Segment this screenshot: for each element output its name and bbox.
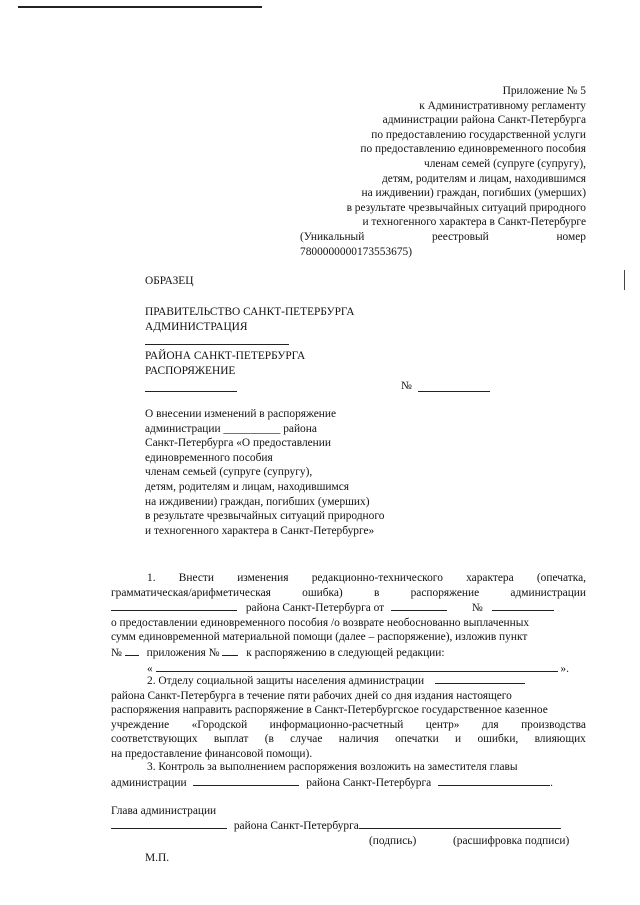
- para2-line5: [111, 732, 586, 747]
- subject-line: О внесении изменений в распоряжение: [145, 408, 337, 420]
- para1-line5: сумм единовременной материальной помощи (далее – распоряжение), изложив пункт: [111, 631, 528, 644]
- subject-line: единовременного пособия: [145, 451, 273, 464]
- subject-line: администрации __________ района: [145, 422, 317, 435]
- number-sign: №: [111, 646, 122, 659]
- word: наличия: [338, 733, 379, 746]
- para2-line4: [111, 718, 586, 733]
- registry-word: реестровый: [431, 230, 489, 243]
- org-government: ПРАВИТЕЛЬСТВО САНКТ-ПЕТЕРБУРГА: [145, 306, 355, 318]
- para1-line3: [111, 600, 586, 616]
- registry-line: [300, 230, 586, 245]
- item-blank: [125, 645, 139, 656]
- word: опечатки: [395, 733, 439, 746]
- appendix-line: детям, родителям и лицам, находившимся: [382, 172, 586, 185]
- appendix-line: к Административному регламенту: [419, 99, 586, 112]
- word: редакционно-технического: [311, 572, 443, 584]
- para3-line1: 3. Контроль за выполнением распоряжения возложить на заместителя главы: [147, 761, 518, 773]
- org-administration: АДМИНИСТРАЦИЯ: [145, 320, 248, 333]
- date-blank: [391, 600, 447, 611]
- subject-line: детям, родителям и лицам, находившимся: [145, 480, 349, 493]
- para3-district: района Санкт-Петербурга: [306, 776, 432, 789]
- signature-head: Глава администрации: [111, 805, 217, 817]
- number-blank: [492, 600, 554, 611]
- word: центр»: [425, 718, 460, 731]
- para1-line1: [111, 571, 586, 586]
- registry-word: (Уникальный: [300, 230, 365, 243]
- org-district: РАЙОНА САНКТ-ПЕТЕРБУРГА: [145, 350, 306, 362]
- signature-line: [111, 818, 561, 834]
- district-text: района Санкт-Петербурга от: [245, 602, 385, 615]
- appendix-line: по предоставлению государственной услуги: [371, 128, 586, 141]
- appendix-ref: приложения №: [146, 646, 220, 659]
- word: 1.: [147, 572, 156, 584]
- word: информационно-расчетный: [269, 718, 404, 731]
- subject-line: членам семьей (супруге (супругу),: [145, 466, 313, 479]
- appendix-line: администрации района Санкт-Петербурга: [382, 114, 586, 127]
- para1-line6: [111, 645, 586, 661]
- deputy-district-blank: [193, 775, 299, 786]
- word: учреждение: [111, 718, 170, 731]
- decode-caption: (расшифровка подписи): [453, 835, 570, 847]
- word: (опечатка,: [536, 572, 586, 584]
- word: (в: [264, 733, 274, 746]
- signature-caption: (подпись): [369, 835, 417, 847]
- subject-line: в результате чрезвычайных ситуаций природного: [145, 510, 385, 523]
- para3-admin: администрации: [111, 776, 187, 789]
- subject-line: на иждивении) граждан, погибших (умерших): [145, 495, 370, 508]
- district-blank: [111, 600, 237, 611]
- number-sign: №: [471, 602, 483, 615]
- org-district-rule: [145, 344, 289, 345]
- subject-line: Санкт-Петербурга «О предоставлении: [145, 437, 331, 450]
- org-block: [145, 305, 355, 334]
- subject-block: [145, 407, 384, 538]
- order-number-sign: №: [401, 380, 412, 392]
- word: администрации: [510, 586, 586, 599]
- word: Внести: [178, 572, 214, 584]
- word: и: [455, 733, 462, 746]
- appendix-ref-tail: к распоряжению в следующей редакции:: [246, 646, 445, 659]
- new-wording-blank: [156, 661, 558, 672]
- sample-label: ОБРАЗЕЦ: [145, 275, 194, 287]
- registry-word: номер: [556, 230, 586, 243]
- word: в: [373, 586, 380, 599]
- word: грамматическая/арифметическая: [111, 586, 271, 599]
- top-rule: [18, 6, 262, 8]
- word: производства: [521, 718, 586, 731]
- registry-number: 7800000000173553675): [300, 245, 413, 258]
- appendix-line: членам семей (супруге (супругу),: [423, 157, 586, 170]
- appendix-line: и техногенного характера в Санкт-Петербурге: [362, 216, 586, 229]
- order-date-rule: [145, 391, 237, 392]
- para2-line3: распоряжения направить распоряжение в Санкт-Петербургское государственное казенное: [111, 704, 548, 717]
- para3-line2: [111, 775, 586, 791]
- scan-mark: [624, 270, 625, 290]
- order-number-rule: [418, 391, 490, 392]
- appendix-line: в результате чрезвычайных ситуаций природного: [346, 201, 586, 214]
- deputy-name-blank: [438, 775, 550, 786]
- word: для: [481, 718, 499, 731]
- para2-line1: [111, 673, 586, 689]
- signature-blank: [359, 818, 561, 829]
- appendix-blank: [222, 645, 238, 656]
- stamp-place: М.П.: [145, 852, 170, 864]
- word: влияющих: [534, 733, 586, 746]
- appendix-title: Приложение № 5: [502, 85, 586, 97]
- para2-line6: на предоставление финансовой помощи).: [111, 747, 313, 760]
- para2-line2: района Санкт-Петербурга в течение пяти рабочих дней со дня издания настоящего: [111, 689, 512, 702]
- quote-close: ».: [560, 662, 569, 675]
- word: ошибки,: [477, 733, 519, 746]
- word: случае: [290, 733, 323, 746]
- word: распоряжение: [410, 586, 480, 599]
- para1-line2: [111, 586, 586, 601]
- para1-line4: о предоставлении единовременного пособия /о возврате необоснованно выплаченных: [111, 616, 530, 629]
- quote-open: «: [147, 662, 153, 675]
- admin-blank: [435, 673, 525, 684]
- word: соответствующих: [111, 733, 198, 746]
- appendix-block: [300, 84, 586, 259]
- order-heading: РАСПОРЯЖЕНИЕ: [145, 364, 236, 377]
- para3-end: .: [550, 776, 553, 789]
- paragraph-3: [111, 760, 586, 790]
- org-block-2: [145, 349, 305, 378]
- signature-district-blank: [111, 818, 227, 829]
- word: характера: [466, 572, 514, 584]
- word: ошибка): [302, 586, 343, 599]
- signature-district: района Санкт-Петербурга: [233, 820, 359, 832]
- appendix-line: по предоставлению единовременного пособия: [360, 143, 586, 156]
- word: изменения: [237, 572, 289, 584]
- appendix-line: на иждивении) граждан, погибших (умерших): [361, 187, 586, 200]
- para2-text: 2. Отделу социальной защиты населения администрации: [147, 675, 425, 687]
- paragraph-1: [111, 571, 586, 676]
- subject-line: и техногенного характера в Санкт-Петербурге»: [145, 524, 375, 537]
- word: «Городской: [191, 718, 248, 731]
- word: выплат: [213, 733, 249, 746]
- paragraph-2: [111, 673, 586, 762]
